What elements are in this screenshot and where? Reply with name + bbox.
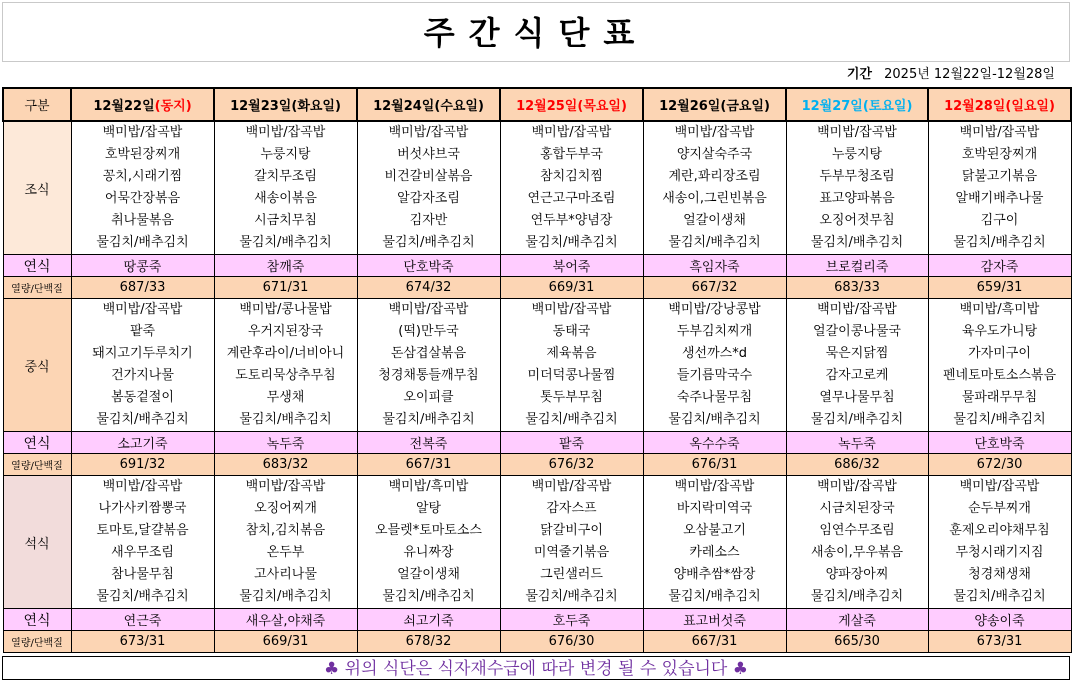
calorie-value: 691/32	[71, 454, 214, 476]
breakfast-menu-item: 오징어젓무침	[786, 210, 928, 232]
lunch-menu-item: 들기름막국수	[643, 365, 786, 387]
breakfast-menu-item: 물김치/배추김치	[214, 232, 357, 255]
calorie-value: 659/31	[928, 277, 1071, 299]
lunch-menu-item: 동태국	[500, 321, 643, 343]
lunch-menu-item: 미더덕콩나물찜	[500, 365, 643, 387]
snack-item: 새우살,야채죽	[214, 609, 357, 631]
snack-item: 참깨죽	[214, 255, 357, 277]
calorie-value: 673/31	[928, 631, 1071, 653]
breakfast-calorie-row	[3, 277, 1071, 299]
breakfast-menu-item: 취나물볶음	[71, 210, 214, 232]
dinner-menu-item: 알탕	[357, 498, 500, 520]
dinner-menu-item: 청경채생채	[928, 564, 1071, 586]
dinner-menu-item: 닭갈비구이	[500, 520, 643, 542]
lunch-menu-item: 도토리묵상추무침	[214, 365, 357, 387]
breakfast-menu-item: 시금치무침	[214, 210, 357, 232]
breakfast-menu-item: 알감자조림	[357, 188, 500, 210]
dinner-menu-item: 카레소스	[643, 542, 786, 564]
header-day-4: 12월25일(목요일)	[500, 88, 643, 121]
breakfast-menu-item: 물김치/배추김치	[71, 232, 214, 255]
header-day-2: 12월23일(화요일)	[214, 88, 357, 121]
lunch-menu-item: 돼지고기두루치기	[71, 343, 214, 365]
dinner-menu-item: 물김치/배추김치	[71, 586, 214, 609]
snack-item: 연근죽	[71, 609, 214, 631]
dinner-menu-item: 물김치/배추김치	[643, 586, 786, 609]
dinner-menu-item: 그린샐러드	[500, 564, 643, 586]
breakfast-menu-item: 알배기배추나물	[928, 188, 1071, 210]
breakfast-menu-item: 두부무청조림	[786, 166, 928, 188]
calorie-value: 672/30	[928, 454, 1071, 476]
dinner-menu-item: 백미밥/잡곡밥	[71, 476, 214, 499]
lunch-menu-item: 백미밥/잡곡밥	[500, 299, 643, 322]
dinner-menu-item: 유니짜장	[357, 542, 500, 564]
breakfast-menu-item: 백미밥/잡곡밥	[643, 121, 786, 144]
snack-item: 표고버섯죽	[643, 609, 786, 631]
lunch-menu-item: 얼갈이콩나물국	[786, 321, 928, 343]
header-gubun: 구분	[3, 88, 71, 121]
breakfast-row	[3, 166, 1071, 188]
dinner-menu-item: 온두부	[214, 542, 357, 564]
calorie-value: 667/31	[357, 454, 500, 476]
dinner-menu-item: 미역줄기볶음	[500, 542, 643, 564]
dinner-snack-row	[3, 609, 1071, 631]
dinner-menu-item: 물김치/배추김치	[786, 586, 928, 609]
breakfast-menu-item: 백미밥/잡곡밥	[71, 121, 214, 144]
lunch-menu-item: 계란후라이/너비아니	[214, 343, 357, 365]
header-row	[3, 88, 1071, 121]
breakfast-menu-item: 물김치/배추김치	[643, 232, 786, 255]
dinner-row	[3, 476, 1071, 499]
breakfast-menu-item: 물김치/배추김치	[357, 232, 500, 255]
lunch-menu-item: 백미밥/잡곡밥	[786, 299, 928, 322]
period-label: 기간	[846, 67, 872, 82]
dinner-menu-item: 백미밥/흑미밥	[357, 476, 500, 499]
breakfast-menu-item: 연두부*양념장	[500, 210, 643, 232]
dinner-menu-item: 양파장아찌	[786, 564, 928, 586]
calorie-value: 667/31	[643, 631, 786, 653]
breakfast-menu-item: 꽁치,시래기찜	[71, 166, 214, 188]
dinner-menu-item: 새송이,무우볶음	[786, 542, 928, 564]
lunch-menu-item: 백미밥/잡곡밥	[357, 299, 500, 322]
breakfast-menu-item: 백미밥/잡곡밥	[786, 121, 928, 144]
lunch-menu-item: 제육볶음	[500, 343, 643, 365]
header-day-1: 12월22일(동지)	[71, 88, 214, 121]
dinner-menu-item: 물김치/배추김치	[500, 586, 643, 609]
breakfast-menu-item: 연근고구마조림	[500, 188, 643, 210]
lunch-menu-item: 감자고로케	[786, 365, 928, 387]
dinner-label: 석식	[3, 476, 71, 609]
calorie-value: 667/32	[643, 277, 786, 299]
calorie-value: 671/31	[214, 277, 357, 299]
lunch-menu-item: 봄동겉절이	[71, 387, 214, 409]
breakfast-menu-item: 누룽지탕	[214, 144, 357, 166]
dinner-menu-item: 바지락미역국	[643, 498, 786, 520]
lunch-menu-item: 오이피클	[357, 387, 500, 409]
lunch-menu-item: 돈삼겹살볶음	[357, 343, 500, 365]
lunch-label: 중식	[3, 299, 71, 432]
calorie-label: 열량/단백질	[3, 454, 71, 476]
calorie-label: 열량/단백질	[3, 277, 71, 299]
breakfast-menu-item: 백미밥/잡곡밥	[214, 121, 357, 144]
snack-label: 연식	[3, 432, 71, 454]
lunch-snack-row	[3, 432, 1071, 454]
dinner-menu-item: 양배추쌈*쌈장	[643, 564, 786, 586]
lunch-menu-item: 백미밥/강낭콩밥	[643, 299, 786, 322]
lunch-row	[3, 387, 1071, 409]
header-day-5: 12월26일(금요일)	[643, 88, 786, 121]
calorie-value: 686/32	[786, 454, 928, 476]
breakfast-menu-item: 물김치/배추김치	[928, 232, 1071, 255]
lunch-menu-item: 육우도가니탕	[928, 321, 1071, 343]
snack-item: 단호박죽	[357, 255, 500, 277]
lunch-menu-item: 무생채	[214, 387, 357, 409]
calorie-value: 674/32	[357, 277, 500, 299]
dinner-menu-item: 백미밥/잡곡밥	[786, 476, 928, 499]
breakfast-menu-item: 새송이볶음	[214, 188, 357, 210]
breakfast-menu-item: 호박된장찌개	[71, 144, 214, 166]
calorie-value: 678/32	[357, 631, 500, 653]
dinner-row	[3, 586, 1071, 609]
snack-item: 북어죽	[500, 255, 643, 277]
page-title: 주간식단표	[2, 2, 1070, 62]
dinner-menu-item: 순두부찌개	[928, 498, 1071, 520]
breakfast-menu-item: 김구이	[928, 210, 1071, 232]
breakfast-menu-item: 호박된장찌개	[928, 144, 1071, 166]
dinner-menu-item: 백미밥/잡곡밥	[214, 476, 357, 499]
dinner-menu-item: 무청시래기지짐	[928, 542, 1071, 564]
breakfast-menu-item: 물김치/배추김치	[500, 232, 643, 255]
lunch-menu-item: 백미밥/흑미밥	[928, 299, 1071, 322]
lunch-menu-item: 백미밥/콩나물밥	[214, 299, 357, 322]
lunch-menu-item: 생선까스*d	[643, 343, 786, 365]
snack-item: 녹두죽	[786, 432, 928, 454]
dinner-row	[3, 564, 1071, 586]
snack-label: 연식	[3, 255, 71, 277]
dinner-menu-item: 백미밥/잡곡밥	[928, 476, 1071, 499]
period-value: 2025년 12월22일-12월28일	[884, 67, 1055, 82]
dinner-menu-item: 나가사키짬뽕국	[71, 498, 214, 520]
lunch-calorie-row	[3, 454, 1071, 476]
dinner-menu-item: 시금치된장국	[786, 498, 928, 520]
dinner-calorie-row	[3, 631, 1071, 653]
snack-item: 양송이죽	[928, 609, 1071, 631]
lunch-row	[3, 343, 1071, 365]
lunch-menu-item: 물파래무무침	[928, 387, 1071, 409]
dinner-menu-item: 오징어찌개	[214, 498, 357, 520]
lunch-menu-item: 물김치/배추김치	[928, 409, 1071, 432]
dinner-menu-item: 참나물무침	[71, 564, 214, 586]
lunch-menu-item: 두부김치찌개	[643, 321, 786, 343]
lunch-menu-item: 물김치/배추김치	[500, 409, 643, 432]
breakfast-menu-item: 백미밥/잡곡밥	[500, 121, 643, 144]
lunch-row	[3, 365, 1071, 387]
dinner-row	[3, 520, 1071, 542]
breakfast-menu-item: 홍합두부국	[500, 144, 643, 166]
dinner-menu-item: 오삼불고기	[643, 520, 786, 542]
notice-text: ♣ 위의 식단은 식자재수급에 따라 변경 될 수 있습니다 ♣	[2, 656, 1070, 680]
dinner-menu-item: 참치,김치볶음	[214, 520, 357, 542]
lunch-menu-item: 우거지된장국	[214, 321, 357, 343]
snack-item: 단호박죽	[928, 432, 1071, 454]
breakfast-row	[3, 188, 1071, 210]
calorie-value: 673/31	[71, 631, 214, 653]
dinner-menu-item: 백미밥/잡곡밥	[500, 476, 643, 499]
lunch-menu-item: (떡)만두국	[357, 321, 500, 343]
snack-item: 전복죽	[357, 432, 500, 454]
breakfast-row	[3, 121, 1071, 144]
breakfast-menu-item: 닭불고기볶음	[928, 166, 1071, 188]
breakfast-menu-item: 양지살숙주국	[643, 144, 786, 166]
header-day-6: 12월27일(토요일)	[786, 88, 928, 121]
menu-body	[3, 121, 1071, 653]
lunch-menu-item: 물김치/배추김치	[357, 409, 500, 432]
dinner-menu-item: 얼갈이생채	[357, 564, 500, 586]
breakfast-snack-row	[3, 255, 1071, 277]
lunch-menu-item: 물김치/배추김치	[71, 409, 214, 432]
breakfast-menu-item: 비건갈비살볶음	[357, 166, 500, 188]
breakfast-menu-item: 참치김치찜	[500, 166, 643, 188]
breakfast-row	[3, 210, 1071, 232]
lunch-row	[3, 409, 1071, 432]
breakfast-menu-item: 얼갈이생채	[643, 210, 786, 232]
dinner-menu-item: 백미밥/잡곡밥	[643, 476, 786, 499]
lunch-menu-item: 물김치/배추김치	[786, 409, 928, 432]
breakfast-menu-item: 물김치/배추김치	[786, 232, 928, 255]
breakfast-menu-item: 표고양파볶음	[786, 188, 928, 210]
lunch-menu-item: 숙주나물무침	[643, 387, 786, 409]
calorie-value: 676/31	[643, 454, 786, 476]
dinner-menu-item: 감자스프	[500, 498, 643, 520]
calorie-value: 665/30	[786, 631, 928, 653]
calorie-value: 669/31	[214, 631, 357, 653]
calorie-value: 676/32	[500, 454, 643, 476]
lunch-menu-item: 팥죽	[71, 321, 214, 343]
breakfast-menu-item: 새송이,그린빈볶음	[643, 188, 786, 210]
snack-item: 팥죽	[500, 432, 643, 454]
breakfast-menu-item: 어묵간장볶음	[71, 188, 214, 210]
breakfast-menu-item: 갈치무조림	[214, 166, 357, 188]
snack-item: 옥수수죽	[643, 432, 786, 454]
lunch-menu-item: 펜네토마토소스볶음	[928, 365, 1071, 387]
breakfast-menu-item: 계란,꽈리장조림	[643, 166, 786, 188]
snack-item: 녹두죽	[214, 432, 357, 454]
lunch-menu-item: 가자미구이	[928, 343, 1071, 365]
snack-item: 소고기죽	[71, 432, 214, 454]
lunch-menu-item: 청경채통들깨무침	[357, 365, 500, 387]
calorie-value: 669/31	[500, 277, 643, 299]
breakfast-row	[3, 144, 1071, 166]
snack-item: 호두죽	[500, 609, 643, 631]
dinner-menu-item: 물김치/배추김치	[928, 586, 1071, 609]
lunch-menu-item: 톳두부무침	[500, 387, 643, 409]
calorie-value: 683/33	[786, 277, 928, 299]
lunch-menu-item: 물김치/배추김치	[214, 409, 357, 432]
lunch-menu-item: 백미밥/잡곡밥	[71, 299, 214, 322]
header-day-7: 12월28일(일요일)	[928, 88, 1071, 121]
dinner-menu-item: 훈제오리야채무침	[928, 520, 1071, 542]
calorie-value: 687/33	[71, 277, 214, 299]
snack-item: 쇠고기죽	[357, 609, 500, 631]
calorie-value: 683/32	[214, 454, 357, 476]
dinner-menu-item: 오믈렛*토마토소스	[357, 520, 500, 542]
dinner-menu-item: 새우무조림	[71, 542, 214, 564]
breakfast-menu-item: 버섯샤브국	[357, 144, 500, 166]
dinner-menu-item: 임연수무조림	[786, 520, 928, 542]
weekly-menu-table	[2, 87, 1072, 653]
snack-item: 게살죽	[786, 609, 928, 631]
breakfast-label: 조식	[3, 121, 71, 255]
dinner-row	[3, 542, 1071, 564]
dinner-menu-item: 물김치/배추김치	[357, 586, 500, 609]
dinner-menu-item: 물김치/배추김치	[214, 586, 357, 609]
breakfast-row	[3, 232, 1071, 255]
lunch-menu-item: 물김치/배추김치	[643, 409, 786, 432]
breakfast-menu-item: 백미밥/잡곡밥	[928, 121, 1071, 144]
lunch-menu-item: 열무나물무침	[786, 387, 928, 409]
snack-label: 연식	[3, 609, 71, 631]
lunch-row	[3, 321, 1071, 343]
dinner-menu-item: 고사리나물	[214, 564, 357, 586]
dinner-row	[3, 498, 1071, 520]
lunch-menu-item: 묵은지닭찜	[786, 343, 928, 365]
snack-item: 감자죽	[928, 255, 1071, 277]
dinner-menu-item: 토마토,달걀볶음	[71, 520, 214, 542]
breakfast-menu-item: 김자반	[357, 210, 500, 232]
calorie-value: 676/30	[500, 631, 643, 653]
lunch-menu-item: 건가지나물	[71, 365, 214, 387]
lunch-row	[3, 299, 1071, 322]
snack-item: 땅콩죽	[71, 255, 214, 277]
period-info	[847, 64, 1055, 86]
snack-item: 브로컬리죽	[786, 255, 928, 277]
header-day-3: 12월24일(수요일)	[357, 88, 500, 121]
calorie-label: 열량/단백질	[3, 631, 71, 653]
snack-item: 흑임자죽	[643, 255, 786, 277]
breakfast-menu-item: 누룽지탕	[786, 144, 928, 166]
breakfast-menu-item: 백미밥/잡곡밥	[357, 121, 500, 144]
